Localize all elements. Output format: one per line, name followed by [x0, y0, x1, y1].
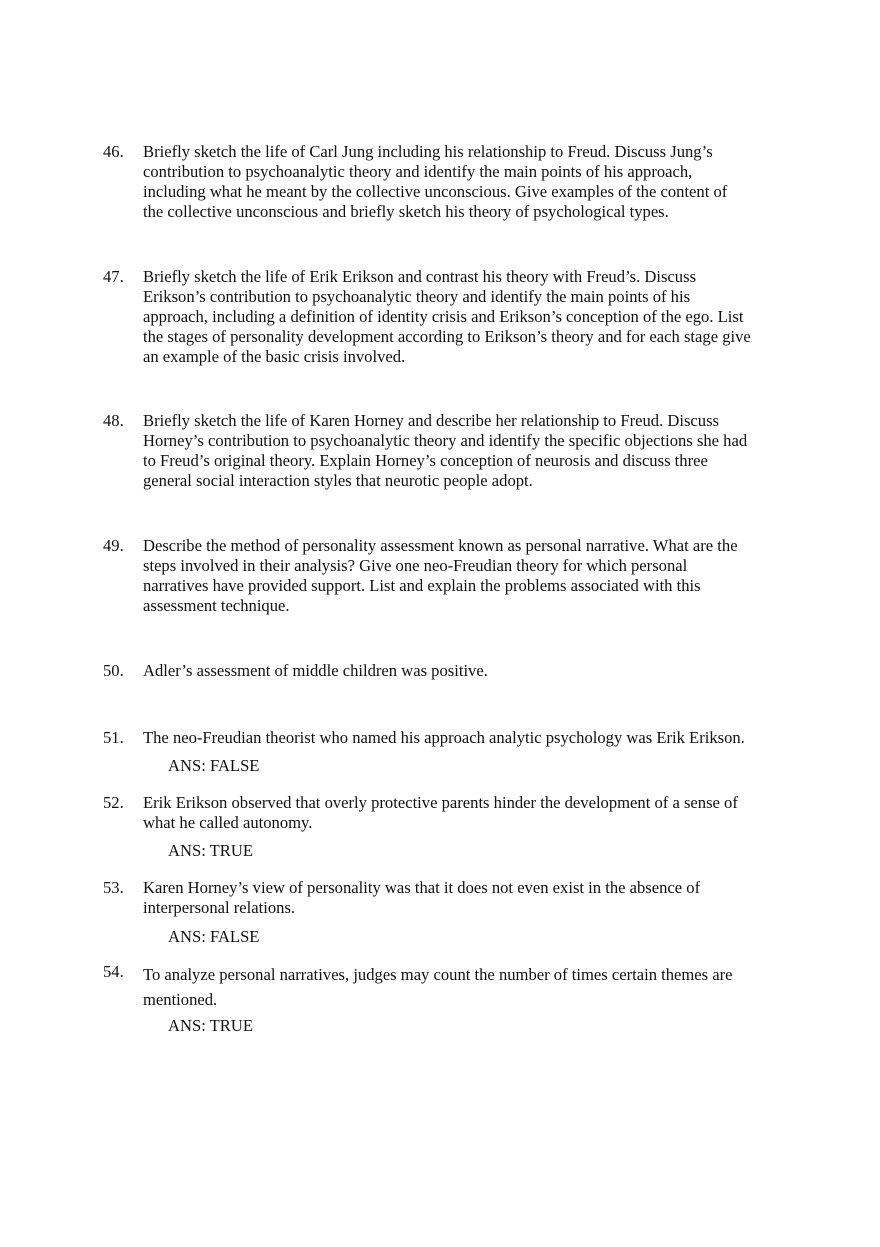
question-46 — [103, 142, 783, 222]
question-text: Describe the method of personality assessment known as personal narrative. What are the steps involved in their analysis? Give one neo-Freudian theory for which personal narratives have provided support. List and explain the problems associated with this assessment technique. — [143, 536, 738, 615]
question-49 — [103, 536, 783, 616]
question-number: 49. — [103, 536, 124, 555]
question-text: The neo-Freudian theorist who named his approach analytic psychology was Erik Erikson. — [143, 728, 745, 747]
question-number: 47. — [103, 267, 124, 286]
question-51 — [103, 728, 783, 748]
question-number: 50. — [103, 661, 124, 680]
question-text: To analyze personal narratives, judges may count the number of times certain themes are mentioned. — [143, 965, 733, 1009]
question-number: 46. — [103, 142, 124, 161]
question-48 — [103, 411, 783, 491]
question-text: Karen Horney’s view of personality was that it does not even exist in the absence of interpersonal relations. — [143, 878, 701, 917]
answer-label: ANS: FALSE — [168, 927, 260, 946]
question-50 — [103, 661, 783, 681]
question-number: 51. — [103, 728, 124, 747]
question-54 — [103, 962, 783, 1012]
answer-label: ANS: TRUE — [168, 841, 253, 860]
question-text: Briefly sketch the life of Karen Horney and describe her relationship to Freud. Discuss Horney’s contribution to psychoanalytic theory and identify the specific objections she had to Freud’s original theory. Explain Horney’s conception of neurosis and discuss three general social interaction styles that neurotic people adopt. — [143, 411, 748, 490]
question-number: 53. — [103, 878, 124, 897]
question-number: 54. — [103, 962, 124, 981]
question-text: Adler’s assessment of middle children was positive. — [143, 661, 488, 680]
answer-label: ANS: FALSE — [168, 756, 260, 775]
question-number: 52. — [103, 793, 124, 812]
question-text: Erik Erikson observed that overly protective parents hinder the development of a sense of what he called autonomy. — [143, 793, 738, 832]
question-number: 48. — [103, 411, 124, 430]
question-text: Briefly sketch the life of Erik Erikson and contrast his theory with Freud’s. Discuss Erikson’s contribution to psychoanalytic theory and identify the main points of his approach, including a definition of identity crisis and Erikson’s conception of the ego. List the stages of personality development according to Erikson’s theory and for each stage give an example of the basic crisis involved. — [143, 267, 751, 366]
question-53 — [103, 878, 783, 918]
answer-label: ANS: TRUE — [168, 1016, 253, 1035]
question-text: Briefly sketch the life of Carl Jung including his relationship to Freud. Discuss Jung’s contribution to psychoanalytic theory and identify the main points of his approach, including what he meant by the collective unconscious. Give examples of the content of the collective unconscious and briefly sketch his theory of psychological types. — [143, 142, 728, 221]
question-47 — [103, 267, 783, 367]
question-52 — [103, 793, 783, 833]
